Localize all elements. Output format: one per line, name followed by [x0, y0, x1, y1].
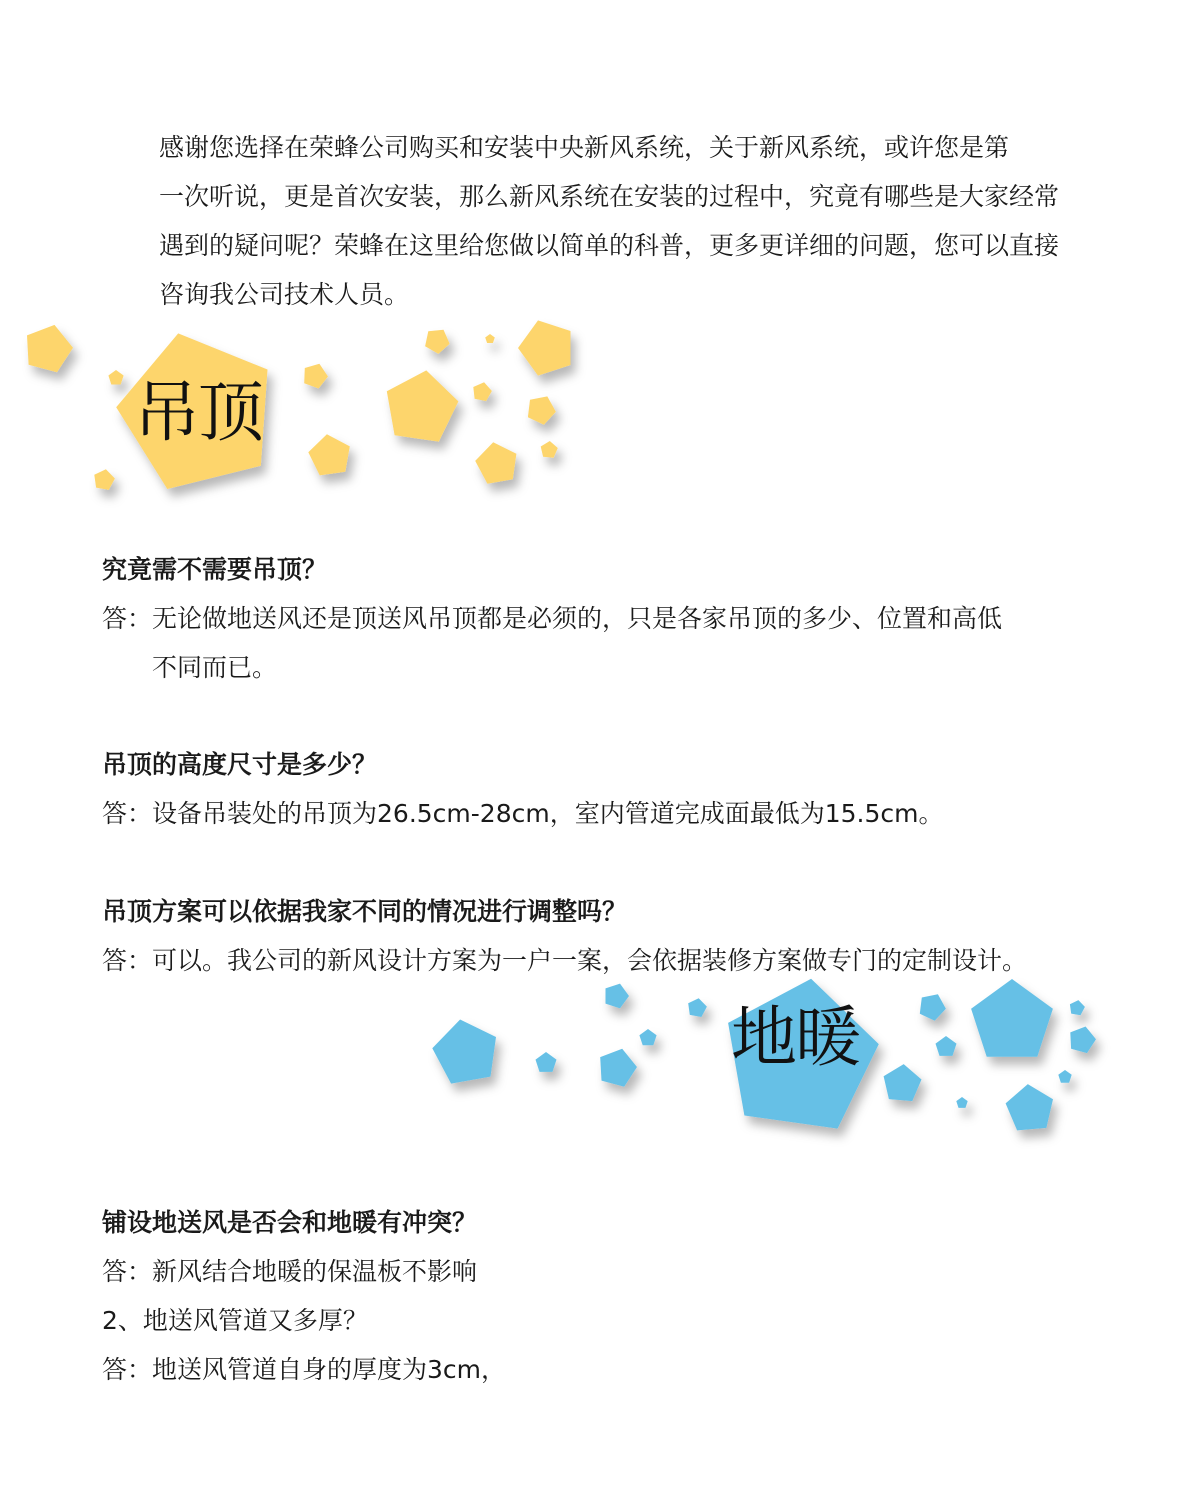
- answer-duct-thickness: 答：地送风管道自身的厚度为3cm，: [102, 1355, 507, 1384]
- pentagon-decoration: [956, 1097, 967, 1108]
- pentagon-decoration: [473, 382, 492, 401]
- pentagon-decoration: [639, 1029, 656, 1045]
- pentagon-decoration: [1058, 1070, 1071, 1083]
- pentagon-decoration: [971, 979, 1053, 1057]
- ceiling-heading: 吊顶: [134, 374, 262, 451]
- answer-text: [152, 936, 1132, 985]
- pentagon-decoration: [387, 370, 459, 441]
- intro-line: 一次听说，更是首次安装，那么新风系统在安装的过程中，究竟有哪些是大家经常: [159, 182, 1060, 211]
- pentagon-decoration: [600, 1049, 637, 1087]
- answer-2: [102, 789, 1132, 838]
- answer-text: [152, 789, 1132, 838]
- pentagon-decoration: [606, 984, 630, 1009]
- pentagon-decoration: [1070, 1000, 1085, 1015]
- pentagon-decoration: [1006, 1084, 1053, 1130]
- pentagon-decoration: [94, 469, 115, 490]
- pentagon-decoration: [475, 442, 516, 484]
- qa-block-1: [102, 545, 1132, 692]
- intro-line: 遇到的疑问呢？荣蜂在这里给您做以简单的科普，更多更详细的问题，您可以直接: [159, 231, 1060, 260]
- answer-floor-heating: 答：新风结合地暖的保温板不影响: [102, 1257, 478, 1286]
- pentagon-decoration: [884, 1064, 922, 1101]
- answer-1: [102, 594, 1132, 692]
- pentagon-decoration: [27, 325, 73, 372]
- pentagon-decoration: [425, 330, 450, 354]
- pentagon-decoration: [108, 370, 123, 385]
- pentagon-decoration: [485, 334, 495, 343]
- answer-line: 不同而已。: [152, 653, 278, 682]
- yellow-pentagon-cluster: [27, 320, 571, 490]
- pentagon-decoration: [528, 396, 556, 424]
- pentagon-decoration: [541, 441, 558, 458]
- question-duct-thickness: 2、地送风管道又多厚？: [102, 1306, 368, 1335]
- answer-line: 设备吊装处的吊顶为26.5cm-28cm，室内管道完成面最低为15.5cm。: [152, 799, 944, 828]
- pentagon-decoration: [936, 1036, 957, 1056]
- qa-block-2: [102, 740, 1132, 838]
- question-3: 吊顶方案可以依据我家不同的情况进行调整吗？: [102, 897, 628, 926]
- intro-line: 咨询我公司技术人员。: [159, 280, 410, 309]
- intro-paragraph: [102, 123, 1132, 319]
- answer-label: 答：: [102, 946, 153, 975]
- answer-text: [152, 594, 1132, 692]
- answer-label: 答：: [102, 799, 153, 828]
- pentagon-decoration: [308, 434, 350, 475]
- pentagon-decoration: [536, 1052, 557, 1072]
- answer-label: 答：: [102, 604, 153, 633]
- pentagon-decoration: [920, 994, 946, 1020]
- answer-line: 无论做地送风还是顶送风吊顶都是必须的，只是各家吊顶的多少、位置和高低: [152, 604, 1003, 633]
- question-2: 吊顶的高度尺寸是多少？: [102, 750, 378, 779]
- answer-3: [102, 936, 1132, 985]
- pentagon-decoration: [518, 320, 571, 375]
- pentagon-decoration: [688, 998, 707, 1017]
- pentagon-decoration: [432, 1020, 496, 1084]
- answer-line: 可以。我公司的新风设计方案为一户一案，会依据装修方案做专门的定制设计。: [152, 946, 1028, 975]
- qa-block-3: [102, 887, 1132, 985]
- pentagon-decoration: [1070, 1027, 1096, 1054]
- pentagon-decoration: [304, 364, 328, 389]
- question-1: 究竟需不需要吊顶？: [102, 555, 328, 584]
- floor-heating-heading: 地暖: [731, 999, 859, 1076]
- floor-heating-qa: [102, 1198, 1132, 1394]
- question-floor-heating: 铺设地送风是否会和地暖有冲突？: [102, 1208, 478, 1237]
- intro-line: 感谢您选择在荣蜂公司购买和安装中央新风系统，关于新风系统，或许您是第: [159, 133, 1010, 162]
